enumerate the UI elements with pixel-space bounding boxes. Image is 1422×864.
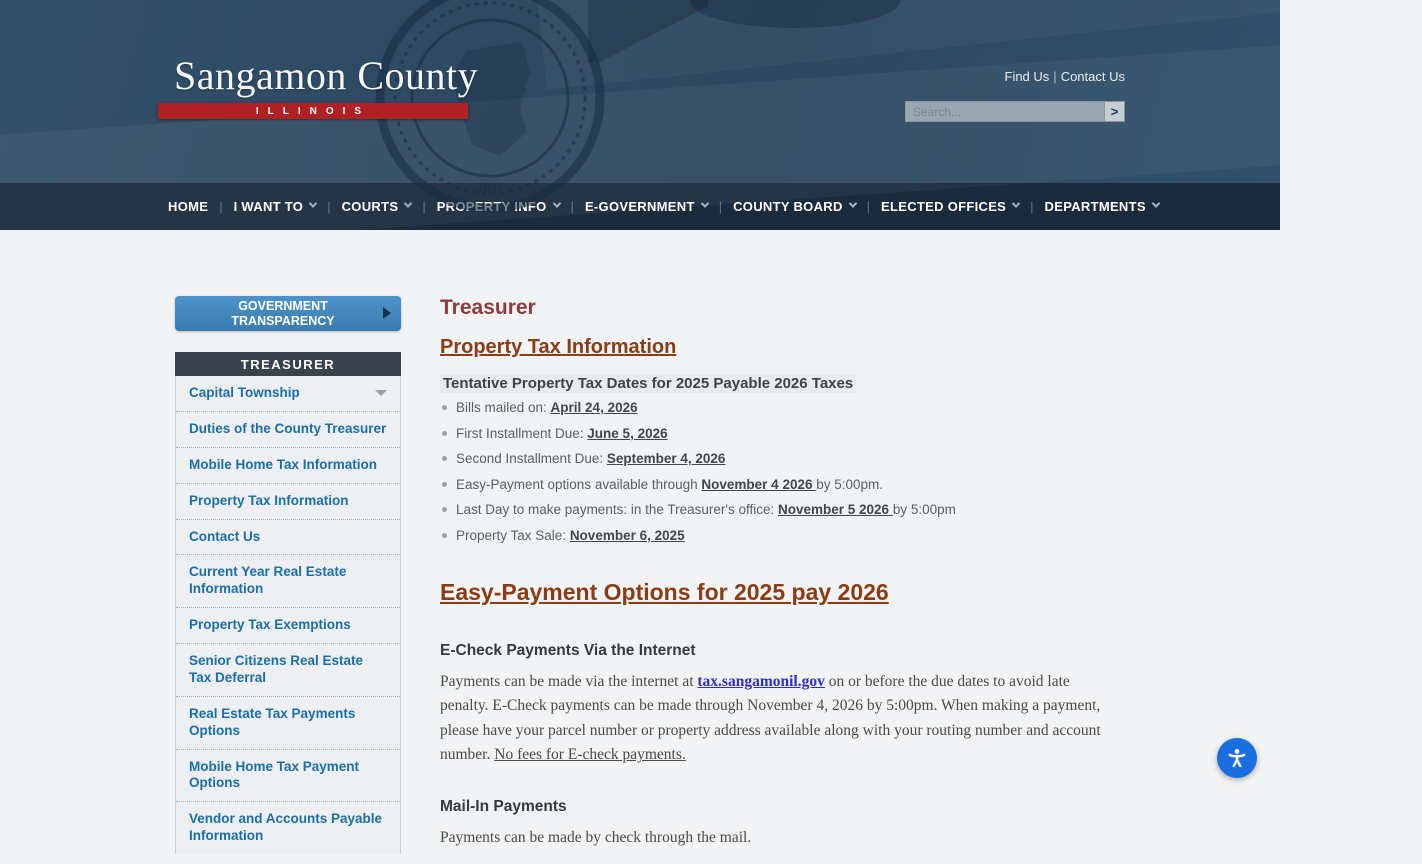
mail-in-payments-heading: Mail-In Payments bbox=[440, 797, 567, 815]
page-title: Treasurer bbox=[440, 296, 536, 319]
date-value: November 4 2026 bbox=[701, 476, 817, 492]
nav-separator: | bbox=[570, 199, 574, 214]
nav-item-elected-offices[interactable]: ELECTED OFFICES bbox=[881, 199, 1019, 214]
sidebar-section-title: TREASURER bbox=[175, 352, 401, 376]
chevron-down-icon bbox=[1152, 199, 1160, 207]
sidebar-item-capital-township[interactable]: Capital Township bbox=[176, 376, 400, 412]
chevron-down-icon bbox=[375, 390, 387, 396]
tax-dates-list bbox=[442, 400, 1108, 543]
accessibility-person-icon bbox=[1225, 746, 1249, 770]
sidebar-item-mobile-home-tax-information[interactable]: Mobile Home Tax Information bbox=[176, 448, 400, 484]
date-value: June 5, 2026 bbox=[587, 425, 668, 441]
sidebar-item-property-tax-exemptions[interactable]: Property Tax Exemptions bbox=[176, 608, 400, 644]
logo-state-banner: ILLINOIS bbox=[158, 103, 468, 119]
nav-separator: | bbox=[718, 199, 723, 214]
chevron-down-icon bbox=[1012, 199, 1020, 207]
nav-item-e-government[interactable]: E-GOVERNMENT bbox=[585, 199, 708, 214]
date-value: April 24, 2026 bbox=[550, 400, 638, 415]
nav-item-departments[interactable]: DEPARTMENTS bbox=[1045, 199, 1159, 214]
mail-in-paragraph: Payments can be made by check through the mail. bbox=[440, 828, 752, 846]
sidebar-item-real-estate-tax-payments-options[interactable]: Real Estate Tax Payments Options bbox=[176, 697, 400, 750]
echeck-paragraph: Payments can be made via the internet at tax.sangamonil.gov on or before the due dates to avoid late penalty. E-Check payments can be made through November 4, 2026 by 5:00pm. When making a payment, please have your parcel number or property address available along with your routing number and account number. No fees for E-check payments. bbox=[440, 673, 1101, 764]
property-tax-information-heading-link[interactable]: Property Tax Information bbox=[440, 336, 677, 358]
list-item: Bills mailed on: April 24, 2026 bbox=[442, 400, 1108, 415]
nav-item-courts[interactable]: COURTS bbox=[342, 199, 412, 214]
nav-separator: | bbox=[1030, 199, 1034, 214]
sidebar-item-property-tax-information[interactable]: Property Tax Information bbox=[176, 484, 400, 520]
nav-separator: | bbox=[866, 199, 871, 214]
sidebar-item-current-year-real-estate-information[interactable]: Current Year Real Estate Information bbox=[176, 555, 400, 608]
find-us-link[interactable]: Find Us bbox=[1004, 69, 1050, 84]
site-header bbox=[0, 0, 1280, 195]
search-submit-button[interactable]: > bbox=[1105, 101, 1125, 122]
accessibility-widget-button[interactable] bbox=[1217, 738, 1257, 778]
content-area bbox=[0, 230, 1280, 864]
tax-sangamonil-gov-link[interactable]: tax.sangamonil.gov bbox=[697, 673, 825, 690]
chevron-down-icon bbox=[848, 199, 856, 207]
list-item: First Installment Due: June 5, 2026 bbox=[442, 426, 1108, 441]
sidebar-menu bbox=[175, 376, 401, 854]
government-transparency-label: GOVERNMENT TRANSPARENCY bbox=[231, 298, 335, 328]
contact-us-link[interactable]: Contact Us bbox=[1060, 69, 1125, 84]
nav-separator: | bbox=[327, 199, 331, 214]
list-item: Property Tax Sale: November 6, 2025 bbox=[442, 528, 1108, 543]
svg-text:·1821·: ·1821· bbox=[472, 180, 508, 195]
nav-separator: | bbox=[422, 199, 426, 214]
date-value: November 6, 2025 bbox=[569, 527, 685, 543]
search-input[interactable] bbox=[905, 101, 1105, 122]
sidebar-item-contact-us[interactable]: Contact Us bbox=[176, 520, 400, 556]
list-item: Last Day to make payments: in the Treasurer's office: November 5 2026 by 5:00pm bbox=[442, 502, 1108, 517]
nav-item-home[interactable]: HOME bbox=[168, 199, 209, 214]
list-item: Easy-Payment options available through November 4 2026 by 5:00pm. bbox=[442, 477, 1108, 492]
nav-item-property-info[interactable]: PROPERTY INFO bbox=[437, 199, 560, 214]
sidebar-item-senior-citizens-real-estate-tax-deferral[interactable]: Senior Citizens Real Estate Tax Deferral bbox=[176, 644, 400, 697]
header-utility-links bbox=[1005, 69, 1126, 84]
sidebar-item-duties-of-the-county-treasurer[interactable]: Duties of the County Treasurer bbox=[176, 412, 400, 448]
sidebar bbox=[175, 296, 401, 864]
sidebar-item-mobile-home-tax-payment-options[interactable]: Mobile Home Tax Payment Options bbox=[176, 750, 400, 803]
site-logo[interactable] bbox=[158, 52, 478, 119]
date-value: September 4, 2026 bbox=[606, 451, 726, 466]
main-content bbox=[440, 296, 1108, 864]
date-value: November 5 2026 bbox=[777, 502, 893, 517]
nav-separator: | bbox=[219, 199, 223, 214]
logo-title: Sangamon County bbox=[174, 53, 479, 98]
no-fees-note: No fees for E-check payments. bbox=[494, 746, 686, 764]
echeck-payments-heading: E-Check Payments Via the Internet bbox=[440, 642, 696, 659]
government-transparency-button[interactable] bbox=[175, 296, 401, 331]
arrow-right-icon bbox=[383, 307, 391, 319]
nav-item-i-want-to[interactable]: I WANT TO bbox=[234, 199, 317, 214]
nav-item-county-board[interactable]: COUNTY BOARD bbox=[733, 199, 856, 214]
search-bar bbox=[905, 101, 1125, 122]
sidebar-item-vendor-and-accounts-payable-information[interactable]: Vendor and Accounts Payable Information bbox=[189, 811, 383, 844]
tentative-dates-heading: Tentative Property Tax Dates for 2025 Payable 2026 Taxes bbox=[440, 375, 1108, 392]
easy-payment-options-heading-link[interactable]: Easy-Payment Options for 2025 pay 2026 bbox=[440, 579, 889, 605]
list-item: Second Installment Due: September 4, 2026 bbox=[442, 451, 1108, 466]
utility-links-separator: | bbox=[1053, 69, 1057, 84]
